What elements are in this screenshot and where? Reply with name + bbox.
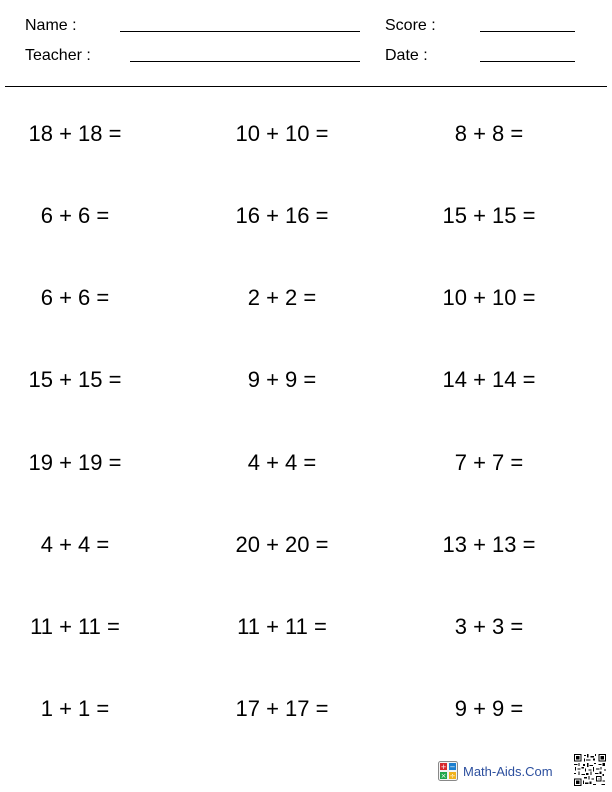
- calculator-icon: [438, 761, 458, 781]
- problem-r7-c3: 3 + 3 =: [454, 614, 524, 639]
- svg-text:×: ×: [440, 772, 447, 780]
- problem-r3-c2: 2 + 2 =: [247, 285, 317, 310]
- problem-r3-c1: 6 + 6 =: [40, 285, 110, 310]
- qr-code-icon: [574, 754, 606, 786]
- problem-r7-c1: 11 + 11 =: [30, 614, 120, 639]
- svg-text:+: +: [440, 763, 447, 771]
- math-aids-logo-text: Math-Aids.Com: [463, 763, 553, 779]
- problem-r6-c3: 13 + 13 =: [442, 532, 536, 557]
- problem-r6-c1: 4 + 4 =: [40, 532, 110, 557]
- header-divider: [5, 86, 607, 87]
- score-label: Score :: [385, 17, 436, 34]
- problem-r6-c2: 20 + 20 =: [235, 532, 329, 557]
- problem-r1-c3: 8 + 8 =: [454, 121, 524, 146]
- name-label: Name :: [25, 17, 77, 34]
- teacher-blank-line: [130, 61, 360, 62]
- teacher-label: Teacher :: [25, 47, 91, 64]
- problem-r5-c3: 7 + 7 =: [454, 450, 524, 475]
- problem-r2-c3: 15 + 15 =: [442, 203, 536, 228]
- problem-r1-c1: 18 + 18 =: [28, 121, 122, 146]
- problem-r8-c2: 17 + 17 =: [235, 696, 329, 721]
- problem-r2-c1: 6 + 6 =: [40, 203, 110, 228]
- problem-r3-c3: 10 + 10 =: [442, 285, 536, 310]
- problem-r8-c1: 1 + 1 =: [40, 696, 110, 721]
- problem-r1-c2: 10 + 10 =: [235, 121, 329, 146]
- problem-r4-c3: 14 + 14 =: [442, 367, 536, 392]
- problem-r4-c2: 9 + 9 =: [247, 367, 317, 392]
- problem-r5-c1: 19 + 19 =: [28, 450, 122, 475]
- problem-r2-c2: 16 + 16 =: [235, 203, 329, 228]
- problem-r5-c2: 4 + 4 =: [247, 450, 317, 475]
- problem-r8-c3: 9 + 9 =: [454, 696, 524, 721]
- score-blank-line: [480, 31, 575, 32]
- svg-text:÷: ÷: [449, 772, 456, 780]
- date-blank-line: [480, 61, 575, 62]
- problem-r4-c1: 15 + 15 =: [28, 367, 122, 392]
- math-aids-logo[interactable]: [438, 761, 553, 781]
- name-blank-line: [120, 31, 360, 32]
- svg-text:−: −: [449, 763, 456, 771]
- date-label: Date :: [385, 47, 428, 64]
- problem-r7-c2: 11 + 11 =: [237, 614, 327, 639]
